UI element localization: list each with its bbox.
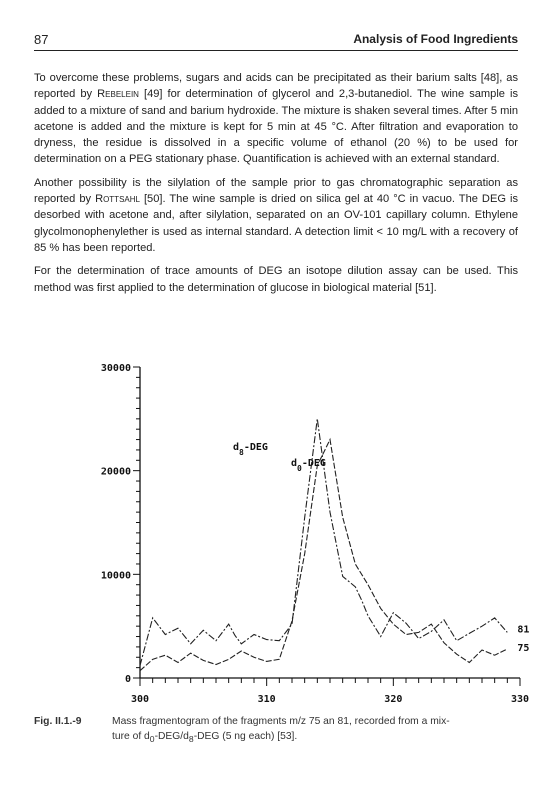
x-tick-label: 330 xyxy=(510,694,530,705)
series-label-81: 81 xyxy=(517,624,530,636)
paragraph-3: For the determination of trace amounts of DEG an isotope dilution assay can be used. This method was first applied to the determination of glucose in biological material [51]. xyxy=(34,265,518,294)
y-tick-label: 10000 xyxy=(100,570,131,582)
caption-text-b3: -DEG (5 ng each) [53]. xyxy=(193,731,298,742)
p2-before: Another possibility is the silylation of the sample prior to gas chromatographic separation as reported by xyxy=(34,176,518,206)
caption-sub-1: 0 xyxy=(149,734,155,745)
page-number: 87 xyxy=(34,32,49,47)
caption-text-a: Mass fragmentogram of the fragments m/z 75 an 81, recorded from a mix- xyxy=(112,716,450,727)
p1-before: To overcome these problems, sugars and acids can be precipitated as their barium salts [48], as reported by xyxy=(34,72,518,101)
x-tick-label: 320 xyxy=(384,694,403,705)
author-rebelein: Rebelein xyxy=(97,88,139,101)
series-line-m/z-81 xyxy=(140,419,507,666)
caption-text-b1: ture of d xyxy=(112,731,150,742)
peak-annotation-2: $d_0$-DEG xyxy=(291,458,326,473)
caption-label: Fig. II.1.-9 xyxy=(34,716,82,727)
series-label-75: 75 xyxy=(517,642,530,654)
series-line-m/z-75 xyxy=(140,440,507,671)
p2-after: [50]. The wine sample is dried on silica gel at 40 °C in vacuo. The DEG is desorbed with acetone and, after silylation, separated on an OV-101 capillary column. Ethylene glycolmonophenylether is used as internal standard. A detection limit < 10 mg/L with a recovery of 85 % has been reported. xyxy=(34,193,518,254)
caption-text-b2: -DEG/d xyxy=(154,731,189,742)
x-tick-label: 310 xyxy=(257,694,276,705)
caption-sub-2: 8 xyxy=(188,734,194,745)
figure-caption xyxy=(34,714,518,747)
p1-after: [49] for determination of glycerol and 2,3-butanediol. The wine sample is added to a mixture of sand and barium hydroxide. The mixture is shaken several times. After 5 min acetone is added and the mixture is kept for 5 min at 45 °C. After filtration and evaporation to dryness, the residue is dissolved in a specific volume of ethanol (20 %) to be used for determination on a PEG stationary phase. Quantification is achieved with an external standard. xyxy=(34,88,519,166)
x-tick-label: 300 xyxy=(130,694,150,705)
y-tick-label: 0 xyxy=(124,674,131,685)
y-tick-label: 20000 xyxy=(100,466,131,478)
author-rottsahl: Rottsahl xyxy=(95,193,140,206)
running-title: Analysis of Food Ingredients xyxy=(353,32,518,46)
y-tick-label: 30000 xyxy=(100,363,131,374)
peak-annotation-1: $d_8$-DEG xyxy=(233,442,268,457)
